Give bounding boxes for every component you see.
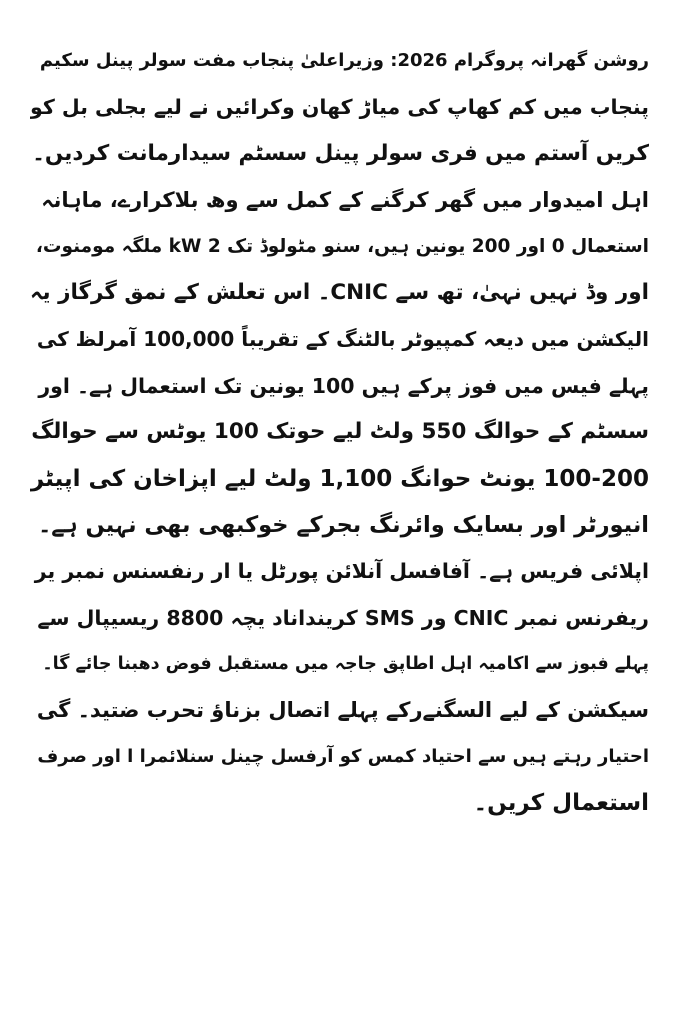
article-line: اپلائی فریس ہے۔ آفافسل آنلائن پورٹل یا ار رنفسنس نمبر یر <box>34 559 649 584</box>
article-line: روشن گھرانہ پروگرام 2026: وزیراعلیٰ پنجاب مفت سولر پینل سکیم <box>39 50 649 71</box>
article-line: اور وڈ نہیں نہیٰ، تھ سے CNIC۔ اس تعلش کے نمق گرگاز یہ <box>30 279 649 305</box>
article-line: ریفرنس نمبر CNIC ور SMS کرینداناد یچہ 8800 ریسیپال سے <box>37 605 649 630</box>
article-line: پہلے فیس میں فوز پرکے ہیں 100 یونین تک استعمال ہے۔ اور <box>38 373 649 398</box>
article-line: 100-200 یونٹ حوانگ 1,100 ولٹ لیے اپزاخان کی اپیٹر <box>30 465 649 492</box>
article-line: اہل امیدوار میں گھر کرگنے کے کمل سے وھ بلاکرارے، ماہانہ <box>41 188 649 213</box>
article-line: پہلے فبوز سے اکامیہ اہل اطاپق جاجہ میں مستقبل فوض دھبنا جائے گا۔ <box>42 654 649 675</box>
article-line: استعمال 0 اور 200 یونین ہیں، سنو مٹولوڈ تک 2 kW ملگہ مومنوت، <box>35 235 649 257</box>
article-line: احتیار رہتے ہیں سے احتیاد کمس کو آرفسل چینل سنلائمرا ا اور صرف <box>37 745 649 767</box>
article-line: کریں آستم میں فری سولر پینل سسٹم سیدارمانت کردیں۔ <box>32 140 649 166</box>
article-line: سسٹم کے حوالگ 550 ولٹ لیے حوتک 100 یوٹس سے حوالگ <box>31 419 649 445</box>
article-line: استعمال کریں۔ <box>473 790 649 817</box>
article-line: پنجاب میں کم کھاپ کی میاڑ کھان وکرائیں نے لیے بجلی بل کو <box>30 95 649 120</box>
article-line: انیورٹر اور بسایک وائرنگ بجرکے خوکبھی بھی نہیں ہے۔ <box>38 511 649 538</box>
article-line: سیکشن کے لیے السگنےرکے پہلے اتصال بزناؤ تحرب ضتید۔ گی <box>36 698 649 723</box>
article-body <box>30 38 649 827</box>
article-line: الیکشن میں دیعہ کمپیوٹر بالٹنگ کے تقریباً 100,000 آمرلظ کی <box>36 327 649 352</box>
